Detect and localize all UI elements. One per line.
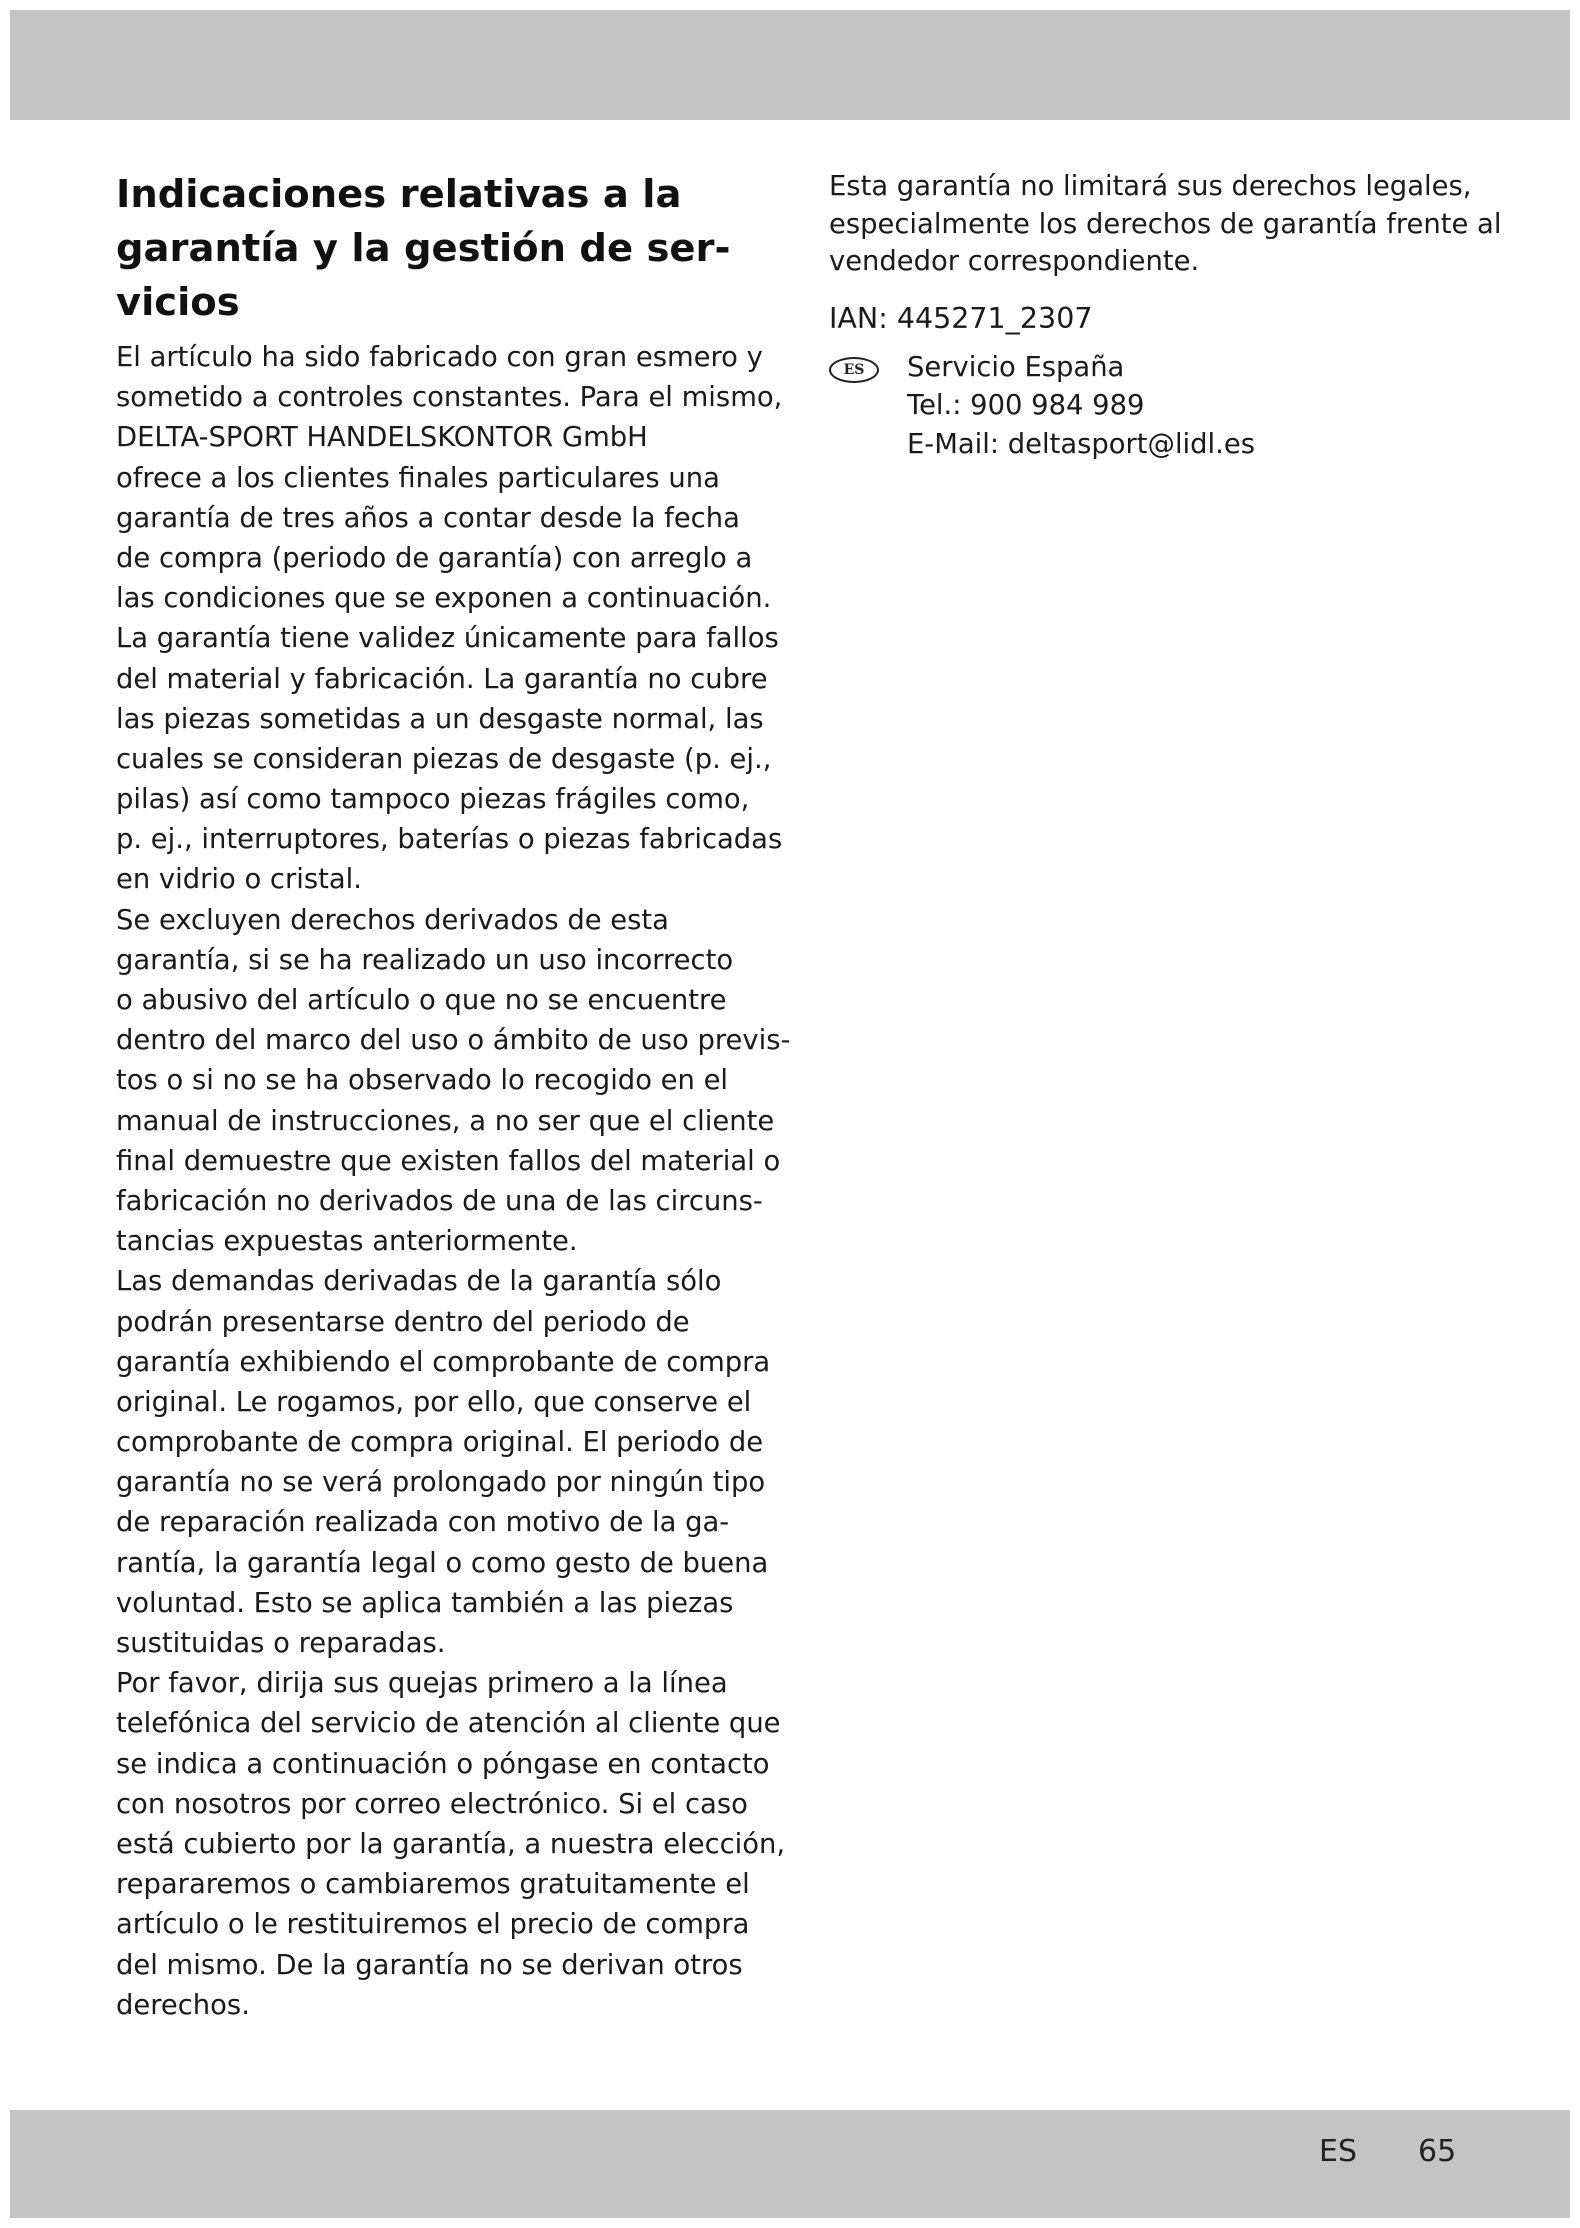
- text-line: sustituidas o reparadas.: [116, 1628, 446, 1659]
- title-line: garantía y la gestión de ser-: [116, 226, 731, 271]
- warranty-text: [116, 338, 791, 2026]
- text-line: del material y fabricación. La garantía no cubre: [116, 663, 768, 695]
- text-line: derechos.: [116, 1989, 250, 2021]
- legal-rights-text: [829, 168, 1509, 281]
- text-line: garantía de tres años a contar desde la fecha: [116, 502, 740, 534]
- header-band: [10, 10, 1570, 120]
- ian-number: IAN: 445271_2307: [829, 301, 1093, 335]
- text-line: en vidrio o cristal.: [116, 864, 362, 896]
- text-line: garantía, si se ha realizado un uso incorrecto: [116, 944, 734, 976]
- title-line: vicios: [116, 280, 240, 325]
- text-line: telefónica del servicio de atención al cliente que: [116, 1708, 781, 1740]
- text-line: manual de instrucciones, a no ser que el cliente: [116, 1105, 775, 1137]
- text-line: artículo o le restituiremos el precio de compra: [116, 1909, 750, 1941]
- text-line: con nosotros por correo electrónico. Si el caso: [116, 1788, 748, 1820]
- text-line: Las demandas derivadas de la garantía sólo: [116, 1266, 722, 1298]
- text-line: tancias expuestas anteriormente.: [116, 1226, 578, 1258]
- text-line: garantía no se verá prolongado por ningún tipo: [116, 1467, 766, 1499]
- text-line: ofrece a los clientes finales particulares una: [116, 462, 720, 494]
- text-line: voluntad. Esto se aplica también a las piezas: [116, 1587, 734, 1619]
- service-contact: [829, 349, 1509, 465]
- text-line: repararemos o cambiaremos gratuitamente el: [116, 1869, 750, 1901]
- text-line: Se excluyen derechos derivados de esta: [116, 904, 669, 936]
- text-line: Esta garantía no limitará sus derechos legales,: [829, 171, 1472, 202]
- text-line: especialmente los derechos de garantía frente al: [829, 208, 1502, 240]
- text-line: tos o si no se ha observado lo recogido en el: [116, 1065, 729, 1097]
- title-line: Indicaciones relativas a la: [116, 172, 682, 217]
- text-line: final demuestre que existen fallos del material o: [116, 1145, 781, 1177]
- text-line: o abusivo del artículo o que no se encuentre: [116, 985, 727, 1016]
- page-number: 65: [1418, 2134, 1457, 2169]
- text-line: La garantía tiene validez únicamente para fallos: [116, 623, 779, 655]
- text-line: del mismo. De la garantía no se derivan otros: [116, 1949, 743, 1981]
- text-line: de reparación realizada con motivo de la ga-: [116, 1507, 730, 1539]
- text-line: DELTA-SPORT HANDELSKONTOR GmbH: [116, 422, 648, 454]
- text-line: comprobante de compra original. El periodo de: [116, 1427, 764, 1459]
- text-line: cuales se consideran piezas de desgaste (p. ej.,: [116, 743, 772, 775]
- text-line: original. Le rogamos, por ello, que conserve el: [116, 1386, 752, 1418]
- service-phone: Tel.: 900 984 989: [907, 390, 1145, 422]
- page-title: [116, 168, 756, 330]
- left-column: [116, 168, 791, 2026]
- text-line: pilas) así como tampoco piezas frágiles como,: [116, 784, 750, 816]
- text-line: El artículo ha sido fabricado con gran esmero y: [116, 342, 763, 373]
- text-line: está cubierto por la garantía, a nuestra elección,: [116, 1828, 786, 1860]
- service-name: Servicio España: [907, 351, 1125, 383]
- text-line: p. ej., interruptores, baterías o piezas fabricadas: [116, 824, 783, 856]
- text-line: las piezas sometidas a un desgaste normal, las: [116, 703, 764, 735]
- text-line: podrán presentarse dentro del periodo de: [116, 1306, 690, 1338]
- text-line: dentro del marco del uso o ámbito de uso previs-: [116, 1025, 791, 1057]
- text-line: Por favor, dirija sus quejas primero a la línea: [116, 1668, 728, 1700]
- text-line: rantía, la garantía legal o como gesto de buena: [116, 1547, 769, 1579]
- text-line: se indica a continuación o póngase en contacto: [116, 1748, 770, 1780]
- text-line: fabricación no derivados de una de las circuns-: [116, 1185, 763, 1217]
- country-es-icon: ES: [829, 357, 879, 383]
- text-line: vendedor correspondiente.: [829, 246, 1200, 278]
- text-line: sometido a controles constantes. Para el mismo,: [116, 382, 783, 414]
- service-email: E-Mail: deltasport@lidl.es: [907, 428, 1255, 460]
- footer-language: ES: [1319, 2134, 1357, 2169]
- text-line: de compra (periodo de garantía) con arreglo a: [116, 542, 753, 574]
- right-column: [829, 168, 1509, 464]
- text-line: garantía exhibiendo el comprobante de compra: [116, 1346, 771, 1378]
- text-line: las condiciones que se exponen a continuación.: [116, 583, 772, 615]
